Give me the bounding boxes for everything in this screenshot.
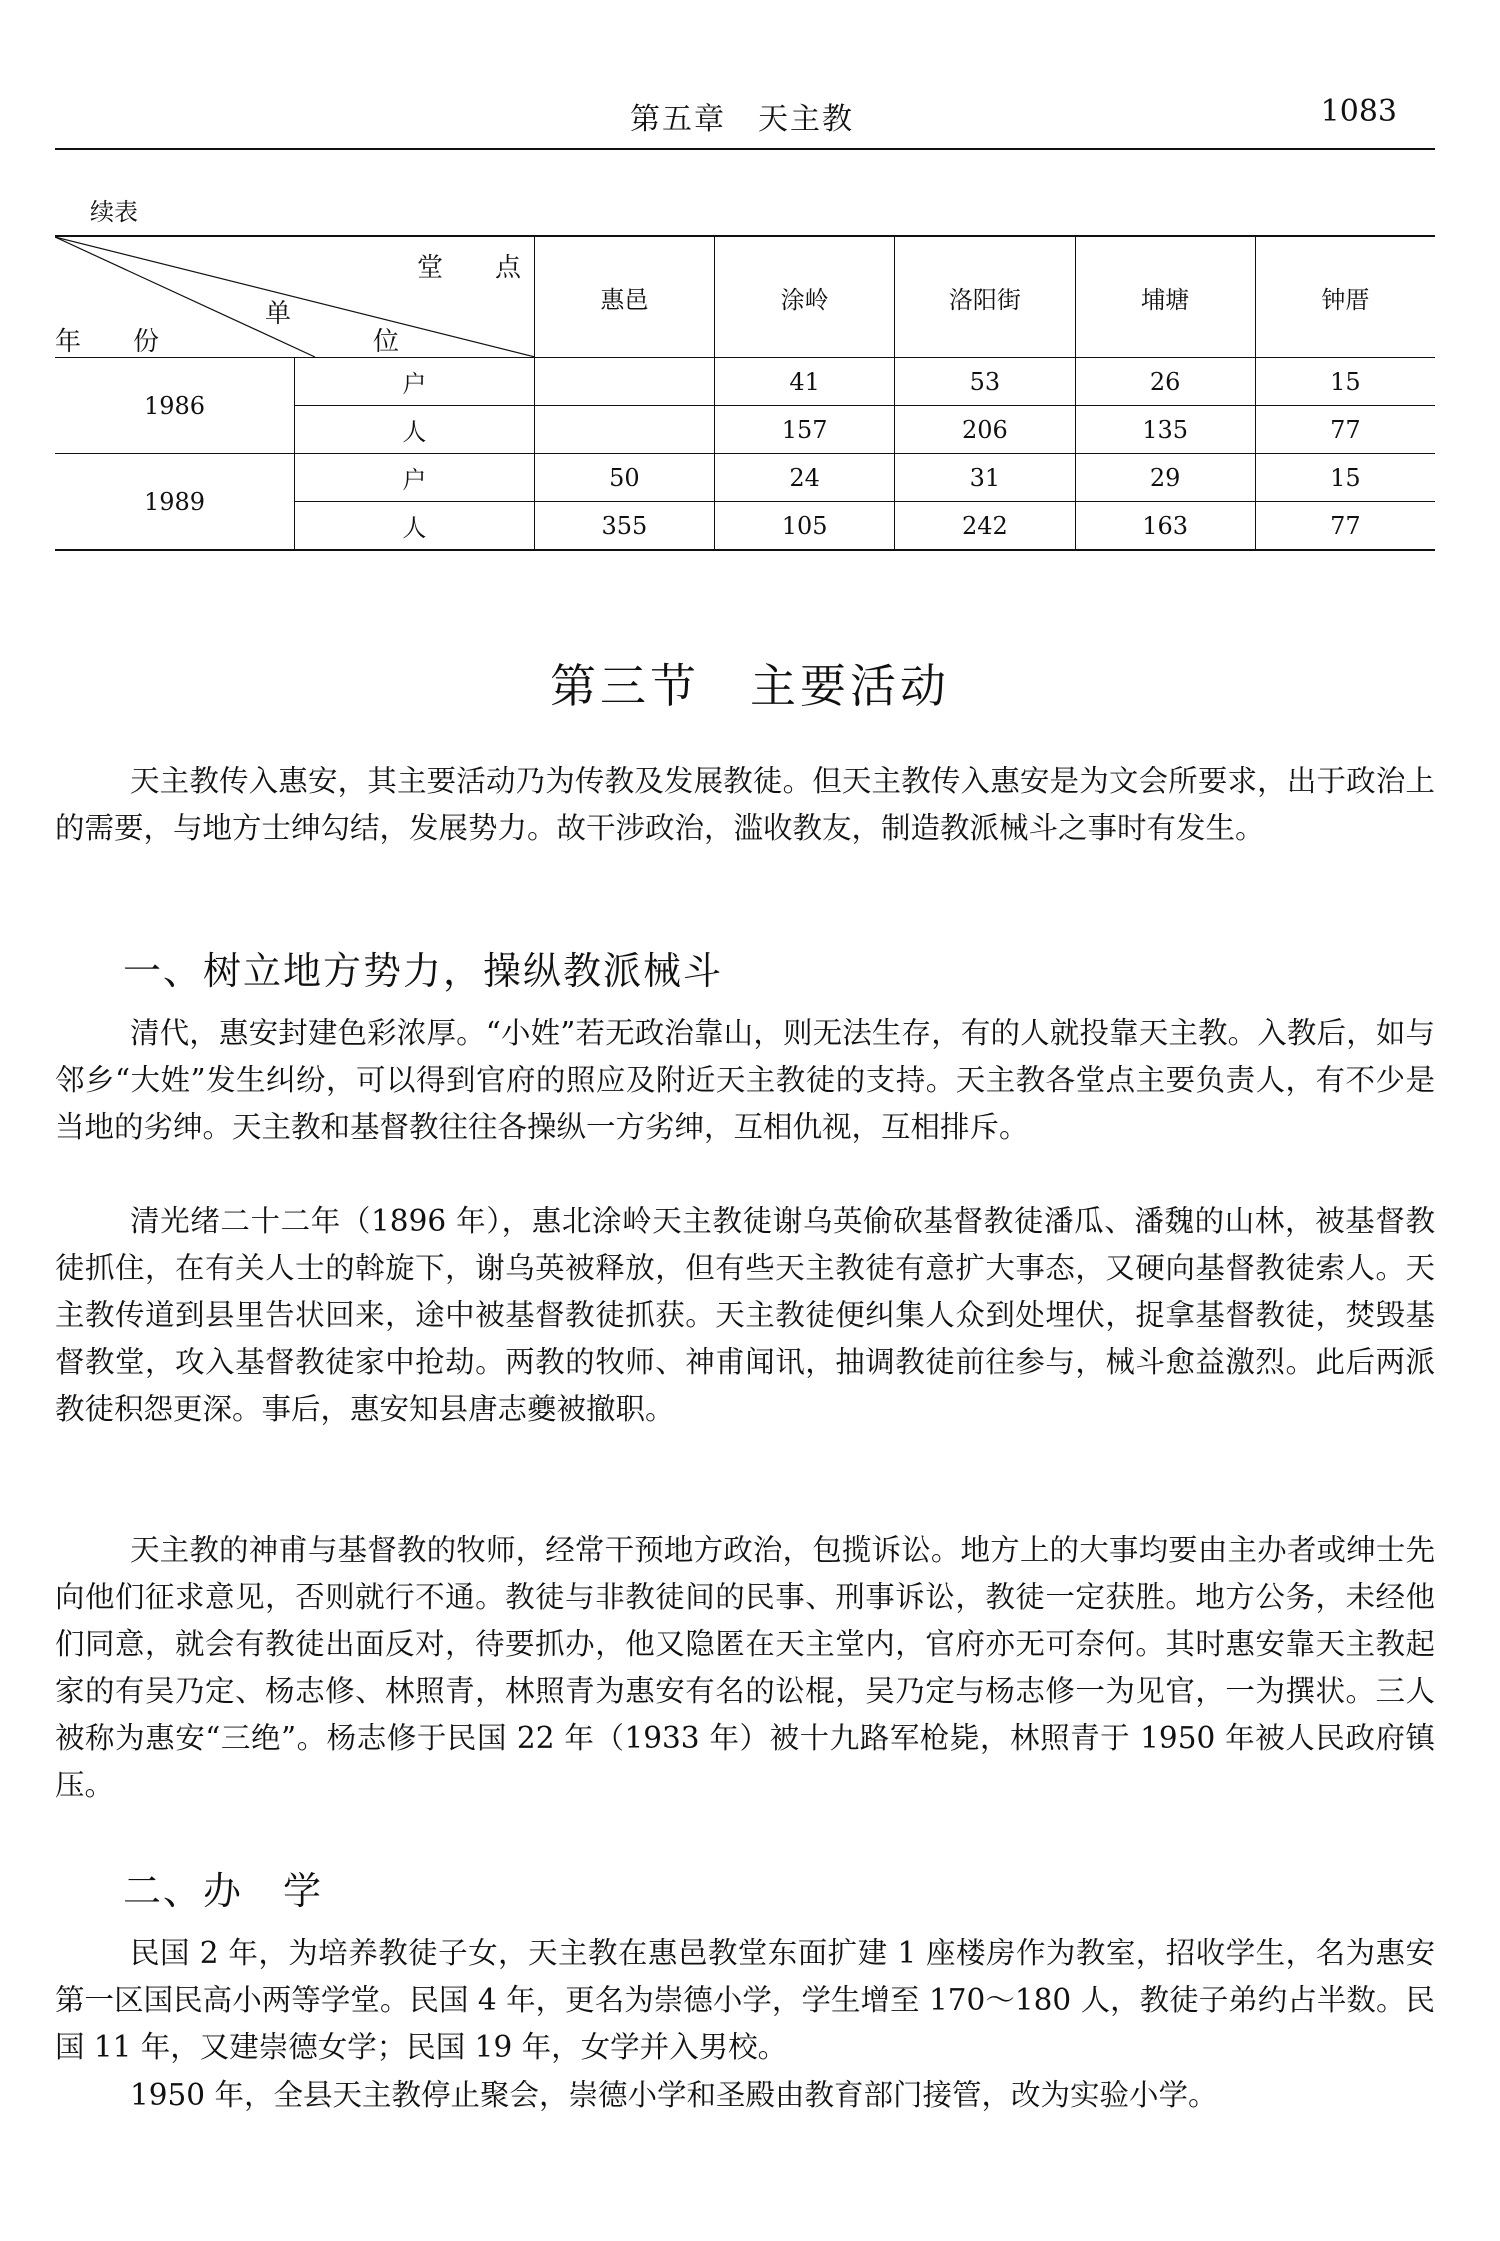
table-cell: 24	[715, 454, 895, 502]
table-cell: 157	[715, 406, 895, 454]
table-cell: 29	[1075, 454, 1255, 502]
header-label-unit-2: 位	[373, 327, 400, 357]
statistics-table	[55, 235, 1435, 551]
intro-paragraph: 天主教传入惠安，其主要活动乃为传教及发展教徒。但天主教传入惠安是为文会所要求，出于政治上的需要，与地方士绅勾结，发展势力。故干涉政治，滥收教友，制造教派械斗之事时有发生。	[55, 764, 1435, 845]
section-name: 主要活动	[750, 659, 950, 713]
column-header: 洛阳街	[895, 236, 1075, 358]
unit-cell: 户	[295, 358, 535, 406]
section-number: 第三节	[550, 659, 700, 713]
table-cell: 50	[534, 454, 714, 502]
table-row	[55, 358, 1435, 406]
column-header: 埔塘	[1075, 236, 1255, 358]
column-header: 涂岭	[715, 236, 895, 358]
table-header-row	[55, 236, 1435, 358]
chapter-number: 第五章	[630, 102, 726, 137]
table-cell	[534, 406, 714, 454]
chapter-subtitle: 天主教	[758, 102, 854, 137]
paragraph: 1950 年，全县天主教停止聚会，崇德小学和圣殿由教育部门接管，改为实验小学。	[130, 2078, 1218, 2112]
subsection-heading-2: 二、办 学	[123, 1869, 324, 1913]
diagonal-header-cell	[55, 236, 534, 358]
table-row	[55, 454, 1435, 502]
running-header	[55, 88, 1435, 150]
header-label-unit: 单	[265, 299, 292, 329]
table-cell: 105	[715, 502, 895, 551]
paragraph: 天主教的神甫与基督教的牧师，经常干预地方政治，包揽诉讼。地方上的大事均要由主办者或绅士先向他们征求意见，否则就行不通。教徒与非教徒间的民事、刑事诉讼，教徒一定获胜。地方公务，未经他们同意，就会有教徒出面反对，待要抓办，他又隐匿在天主堂内，官府亦无可奈何。其时惠安靠天主教起家的有吴乃定、杨志修、林照青，林照青为惠安有名的讼棍，吴乃定与杨志修一为见官，一为撰状。三人被称为惠安“三绝”。杨志修于民国 22 年（1933 年）被十九路军枪毙，林照青于 1950 年被人民政府镇压。	[55, 1533, 1435, 1802]
table-cell: 41	[715, 358, 895, 406]
table-cell: 15	[1255, 358, 1435, 406]
table-cell: 15	[1255, 454, 1435, 502]
chapter-title	[630, 94, 854, 138]
table-cell: 242	[895, 502, 1075, 551]
table-cell: 355	[534, 502, 714, 551]
column-header: 惠邑	[534, 236, 714, 358]
table-cell: 31	[895, 454, 1075, 502]
table-cell: 77	[1255, 502, 1435, 551]
year-cell: 1989	[55, 454, 295, 551]
paragraph: 民国 2 年，为培养教徒子女，天主教在惠邑教堂东面扩建 1 座楼房作为教室，招收学生，名为惠安第一区国民高小两等学堂。民国 4 年，更名为崇德小学，学生增至 170～180 人，教徒子弟约占半数。民国 11 年，又建崇德女学；民国 19 年，女学并入男校。	[55, 1936, 1435, 2064]
table-cell	[534, 358, 714, 406]
page-number: 1083	[1320, 94, 1397, 129]
subsection-heading-1: 一、树立地方势力，操纵教派械斗	[123, 949, 724, 993]
table-continued-label: 续表	[90, 198, 138, 226]
table-cell: 26	[1075, 358, 1255, 406]
header-label-station: 堂 点	[417, 253, 522, 283]
unit-cell: 人	[295, 502, 535, 551]
unit-cell: 人	[295, 406, 535, 454]
paragraph: 清代，惠安封建色彩浓厚。“小姓”若无政治靠山，则无法生存，有的人就投靠天主教。入教后，如与邻乡“大姓”发生纠纷，可以得到官府的照应及附近天主教徒的支持。天主教各堂点主要负责人，有不少是当地的劣绅。天主教和基督教往往各操纵一方劣绅，互相仇视，互相排斥。	[55, 1016, 1435, 1144]
unit-cell: 户	[295, 454, 535, 502]
column-header: 钟厝	[1255, 236, 1435, 358]
table-cell: 77	[1255, 406, 1435, 454]
table-cell: 206	[895, 406, 1075, 454]
table-cell: 135	[1075, 406, 1255, 454]
year-cell: 1986	[55, 358, 295, 454]
header-label-year: 年 份	[55, 327, 160, 357]
table-cell: 53	[895, 358, 1075, 406]
table-cell: 163	[1075, 502, 1255, 551]
paragraph: 清光绪二十二年（1896 年），惠北涂岭天主教徒谢乌英偷砍基督教徒潘瓜、潘魏的山林，被基督教徒抓住，在有关人士的斡旋下，谢乌英被释放，但有些天主教徒有意扩大事态，又硬向基督教徒索人。天主教传道到县里告状回来，途中被基督教徒抓获。天主教徒便纠集人众到处埋伏，捉拿基督教徒，焚毁基督教堂，攻入基督教徒家中抢劫。两教的牧师、神甫闻讯，抽调教徒前往参与，械斗愈益激烈。此后两派教徒积怨更深。事后，惠安知县唐志夔被撤职。	[55, 1204, 1435, 1426]
section-title	[0, 650, 1500, 716]
